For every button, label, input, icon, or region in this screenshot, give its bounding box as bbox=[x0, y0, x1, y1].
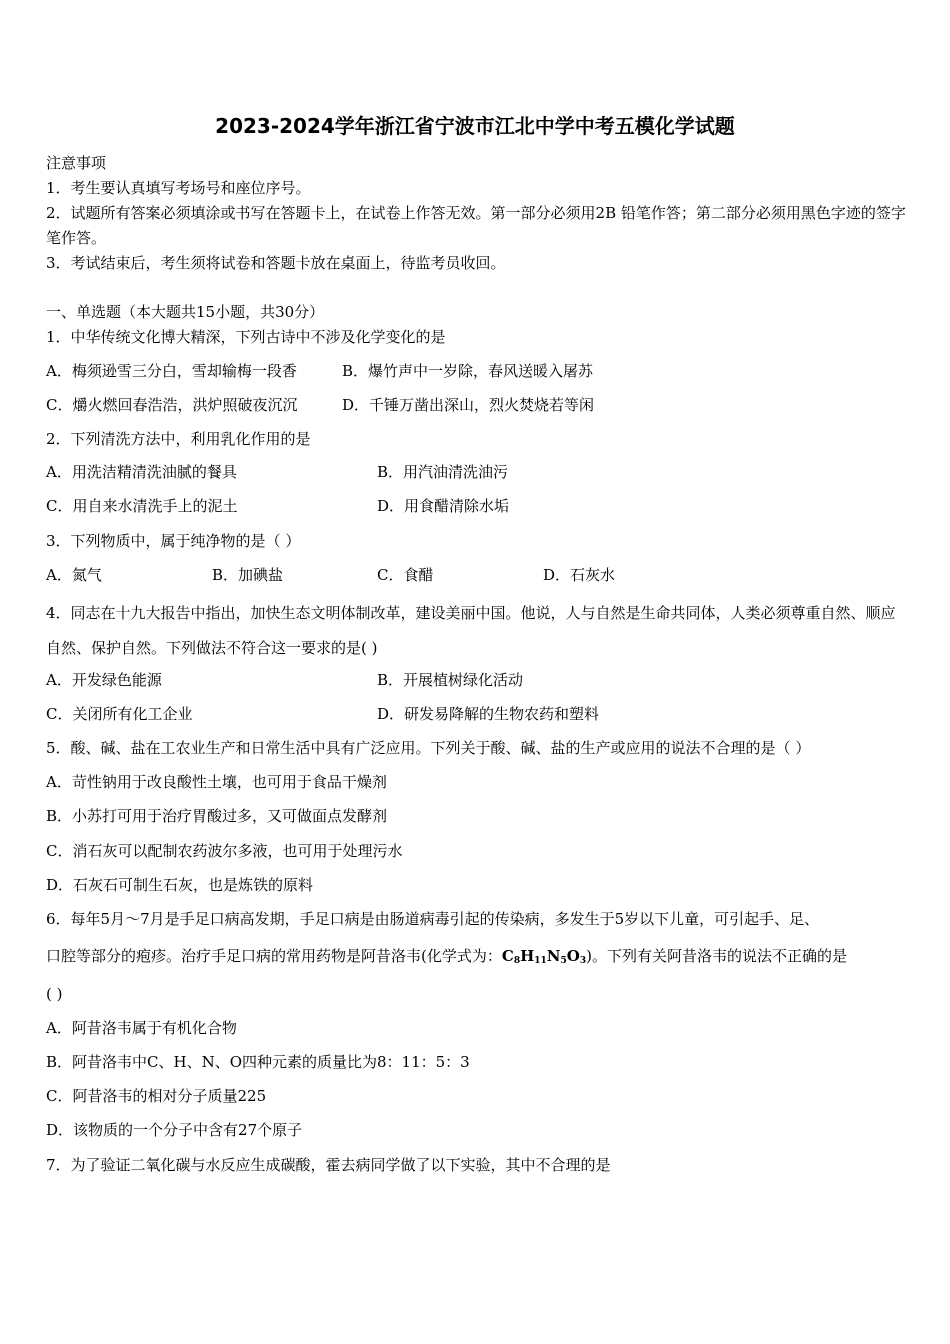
formula-h: H bbox=[520, 947, 535, 965]
question-5-option-a: A．苛性钠用于改良酸性土壤，也可用于食品干燥剂 bbox=[46, 773, 387, 791]
question-6-stem-line-2 bbox=[46, 946, 908, 966]
question-6-option-b: B．阿昔洛韦中C、H、N、O四种元素的质量比为8：11：5：3 bbox=[46, 1053, 470, 1071]
question-2-option-d: D．用食醋清除水垢 bbox=[377, 497, 510, 515]
question-4-option-a: A．开发绿色能源 bbox=[46, 671, 162, 689]
question-3-option-b: B．加碘盐 bbox=[212, 566, 284, 584]
question-2-stem: 2．下列清洗方法中，利用乳化作用的是 bbox=[46, 430, 311, 448]
question-4-option-b: B．开展植树绿化活动 bbox=[377, 671, 524, 689]
formula-o: O bbox=[566, 947, 580, 965]
question-4-option-c: C．关闭所有化工企业 bbox=[46, 705, 193, 723]
question-5-option-d: D．石灰石可制生石灰，也是炼铁的原料 bbox=[46, 876, 314, 894]
question-1-option-a: A．梅须逊雪三分白，雪却输梅一段香 bbox=[46, 362, 297, 380]
question-6-option-d: D．该物质的一个分子中含有27个原子 bbox=[46, 1121, 303, 1139]
question-4-stem: 4．同志在十九大报告中指出，加快生态文明体制改革，建设美丽中国。他说，人与自然是生命共同体，人类必须尊重自然、顺应自然、保护自然。下列做法不符合这一要求的是( ) bbox=[46, 604, 896, 657]
question-3-option-a: A．氮气 bbox=[46, 566, 102, 584]
question-6-stem-suffix: )。下列有关阿昔洛韦的说法不正确的是 bbox=[586, 947, 847, 965]
question-2-option-c: C．用自来水清洗手上的泥土 bbox=[46, 497, 238, 515]
notice-heading: 注意事项 bbox=[46, 154, 107, 172]
question-1-option-b: B．爆竹声中一岁除，春风送暖入屠苏 bbox=[342, 362, 594, 380]
notice-item-1: 1．考生要认真填写考场号和座位序号。 bbox=[46, 179, 311, 197]
question-5-option-c: C．消石灰可以配制农药波尔多液，也可用于处理污水 bbox=[46, 842, 403, 860]
question-5-stem: 5．酸、碱、盐在工农业生产和日常生活中具有广泛应用。下列关于酸、碱、盐的生产或应用的说法不合理的是（ ） bbox=[46, 739, 811, 757]
formula-c-sub: 8 bbox=[513, 956, 521, 966]
question-6-stem-line-3: ( ) bbox=[46, 985, 63, 1003]
formula-n-sub: 5 bbox=[560, 956, 567, 966]
formula-n: N bbox=[546, 947, 561, 965]
page-title: 2023-2024学年浙江省宁波市江北中学中考五模化学试题 bbox=[215, 114, 735, 138]
notice-item-3: 3．考试结束后，考生须将试卷和答题卡放在桌面上，待监考员收回。 bbox=[46, 254, 506, 272]
question-3-stem: 3．下列物质中，属于纯净物的是（ ） bbox=[46, 532, 301, 550]
question-1-option-c: C．爝火燃回春浩浩，洪炉照破夜沉沉 bbox=[46, 396, 298, 414]
question-3-option-c: C．食醋 bbox=[377, 566, 434, 584]
question-6-option-a: A．阿昔洛韦属于有机化合物 bbox=[46, 1019, 237, 1037]
notice-item-2: 2．试题所有答案必须填涂或书写在答题卡上，在试卷上作答无效。第一部分必须用2B 铅笔作答；第二部分必须用黑色字迹的签字笔作答。 bbox=[46, 204, 906, 247]
question-6-stem-line-1: 6．每年5月～7月是手足口病高发期，手足口病是由肠道病毒引起的传染病，多发生于5岁以下儿童，可引起手、足、 bbox=[46, 910, 820, 928]
question-1-stem: 1．中华传统文化博大精深，下列古诗中不涉及化学变化的是 bbox=[46, 328, 446, 346]
question-1-option-d: D．千锤万凿出深山，烈火焚烧若等闲 bbox=[342, 396, 595, 414]
question-4-option-d: D．研发易降解的生物农药和塑料 bbox=[377, 705, 600, 723]
question-3-option-d: D．石灰水 bbox=[543, 566, 616, 584]
question-6-option-c: C．阿昔洛韦的相对分子质量225 bbox=[46, 1087, 267, 1105]
question-6-stem-prefix: 口腔等部分的疱疹。治疗手足口病的常用药物是阿昔洛韦(化学式为： bbox=[46, 947, 502, 965]
question-2-option-a: A．用洗洁精清洗油腻的餐具 bbox=[46, 463, 237, 481]
question-2-option-b: B．用汽油清洗油污 bbox=[377, 463, 509, 481]
chemical-formula bbox=[502, 947, 586, 965]
question-7-stem: 7．为了验证二氧化碳与水反应生成碳酸，霍去病同学做了以下实验，其中不合理的是 bbox=[46, 1156, 611, 1174]
question-5-option-b: B．小苏打可用于治疗胃酸过多，又可做面点发酵剂 bbox=[46, 807, 388, 825]
formula-o-sub: 3 bbox=[579, 956, 587, 966]
formula-h-sub: 11 bbox=[534, 956, 547, 966]
formula-c: C bbox=[501, 947, 514, 965]
section-heading: 一、单选题（本大题共15小题，共30分） bbox=[46, 303, 325, 321]
